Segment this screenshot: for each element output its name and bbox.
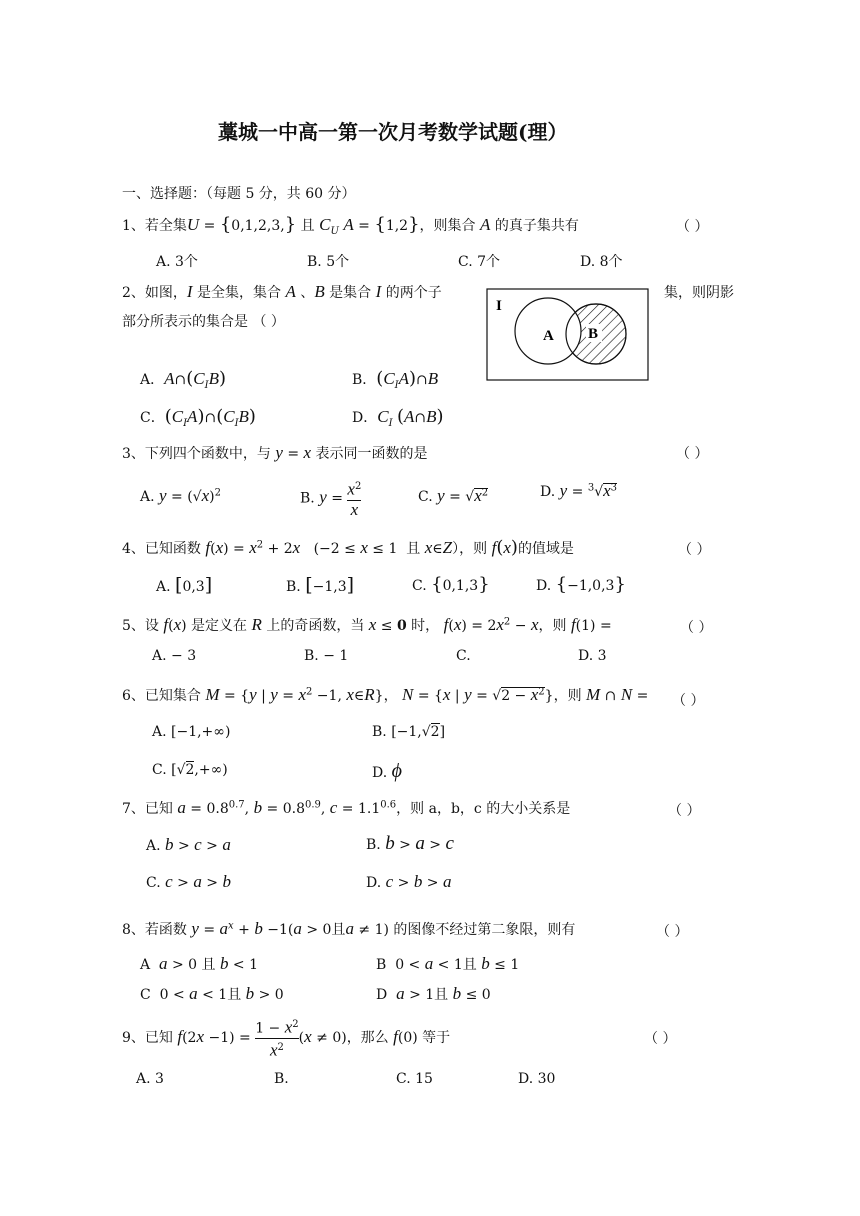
q9-option-a: A. 3 xyxy=(136,1071,164,1087)
q8-option-c: C 0 < a < 1且 b > 0 xyxy=(140,984,284,1003)
q3-option-c: C. $y = √x^2$ xyxy=(418,486,489,505)
q5-option-c: C. xyxy=(456,648,471,664)
q1-stem-text-a: 1、若全集 xyxy=(122,218,187,234)
q4-option-c: C. {0,1,3} xyxy=(412,574,490,595)
q7-option-b: B. b > a > c xyxy=(366,833,454,854)
q9-option-c: C. 15 xyxy=(396,1071,433,1087)
q5-option-a: A. − 3 xyxy=(152,648,197,664)
q4-option-d: D. {−1,0,3} xyxy=(536,574,626,595)
q3-option-b: B. y = $x^2$ x xyxy=(300,479,362,519)
question-3-stem: 3、下列四个函数中，与 y = x 表示同一函数的是 xyxy=(122,443,428,462)
q5-option-d: D. 3 xyxy=(578,648,607,664)
venn-universe-label: I xyxy=(496,298,502,314)
venn-diagram xyxy=(486,288,650,382)
q1-option-b: B. 5个 xyxy=(307,254,350,270)
q8-option-a: A a > 0 且 b < 1 xyxy=(140,954,259,973)
question-7-stem: 7、已知 $a = 0.8^{0.7}$, $b = 0.8^{0.9}$, $c = 1.1^{0.6}$，则 a，b，c 的大小关系是 xyxy=(122,798,571,817)
q8-answer-paren: （ ） xyxy=(656,924,689,940)
q9-option-d: D. 30 xyxy=(518,1071,556,1087)
section-heading: 一、选择题：（每题 5 分，共 60 分） xyxy=(122,186,356,202)
q5-option-b: B. − 1 xyxy=(304,648,349,664)
q6-option-b: B. [−1,√2] xyxy=(372,724,446,740)
q2-option-a: A．$A\cap(C_IB)$ xyxy=(140,368,226,391)
q9-answer-paren: （ ） xyxy=(644,1031,677,1047)
page-title: 藁城一中高一第一次月考数学试题(理） xyxy=(218,120,568,144)
question-9-stem: 9、已知 f(2x −1) = $\frac{1 - x^2}{x^2}$ (x ≠ 0)，那么 f(0) 等于 xyxy=(122,1017,451,1060)
q2-option-b: B．$(C_IA)\cap B$ xyxy=(352,368,439,391)
q3-option-d: D. $y = ^3√x^3$ xyxy=(540,481,618,500)
q1-option-c: C. 7个 xyxy=(458,254,501,270)
venn-a-label: A xyxy=(543,328,554,344)
q5-answer-paren: （ ） xyxy=(680,620,713,636)
question-4-stem: 4、已知函数 $f(x) = x^2 + 2x$ (−2 ≤ x ≤ 1 且 x∈Z），则 f(x)的值域是 xyxy=(122,537,574,558)
q8-option-b: B 0 < a < 1且 b ≤ 1 xyxy=(376,954,520,973)
question-5-stem: 5、设 f(x) 是定义在 R 上的奇函数，当 x ≤ 0 时， $f(x) = 2x^2 - x$，则 f(1) = xyxy=(122,615,612,634)
q7-answer-paren: （ ） xyxy=(668,803,701,819)
q9-option-b: B. xyxy=(274,1071,289,1087)
q6-option-a: A. [−1,+∞) xyxy=(152,724,231,740)
question-2-stem-right: 集，则阴影 xyxy=(664,285,734,301)
q4-answer-paren: （ ） xyxy=(678,542,711,558)
q1-answer-paren: （ ） xyxy=(676,219,709,235)
question-2-stem-line2: 部分所表示的集合是 （ ） xyxy=(122,314,285,330)
q6-option-d: D. ϕ xyxy=(372,760,402,782)
q7-option-c: C. c > a > b xyxy=(146,872,231,891)
question-2-stem: 2、如图，I 是全集，集合 A 、B 是集合 I 的两个子 xyxy=(122,282,442,301)
q6-answer-paren: （ ） xyxy=(672,693,705,709)
q2-option-c: C．$(C_IA)\cap(C_IB)$ xyxy=(140,406,256,429)
q2-option-d: D．$C_I$ (A∩B) xyxy=(352,406,444,429)
q6-option-c: C. [√2,+∞) xyxy=(152,762,228,778)
question-8-stem: 8、若函数 $y = a^x + b -1(a > 0$且a ≠ 1) 的图像不经过第二象限，则有 xyxy=(122,919,576,938)
question-6-stem: 6、已知集合 M = {y | $y = x^2 -1$, x∈R}， N = {x | $y = √2 - x^2$}，则 M ∩ N = xyxy=(122,685,649,704)
q7-option-d: D. c > b > a xyxy=(366,872,452,891)
q4-option-b: B. [−1,3] xyxy=(286,574,355,596)
q3-answer-paren: （ ） xyxy=(676,446,709,462)
venn-b-label: B xyxy=(588,326,599,342)
q4-option-a: A. [0,3] xyxy=(156,574,213,596)
q1-option-a: A. 3个 xyxy=(156,254,198,270)
q7-option-a: A. b > c > a xyxy=(146,835,231,854)
question-1-stem: 1、若全集U = {0,1,2,3,} 且 $C_U$ A = {1,2}，则集合 A 的真子集共有 xyxy=(122,214,579,237)
q3-option-a: A. $y = (√x)^2$ xyxy=(140,486,221,505)
q8-option-d: D a > 1且 b ≤ 0 xyxy=(376,984,491,1003)
q1-option-d: D. 8个 xyxy=(580,254,623,270)
